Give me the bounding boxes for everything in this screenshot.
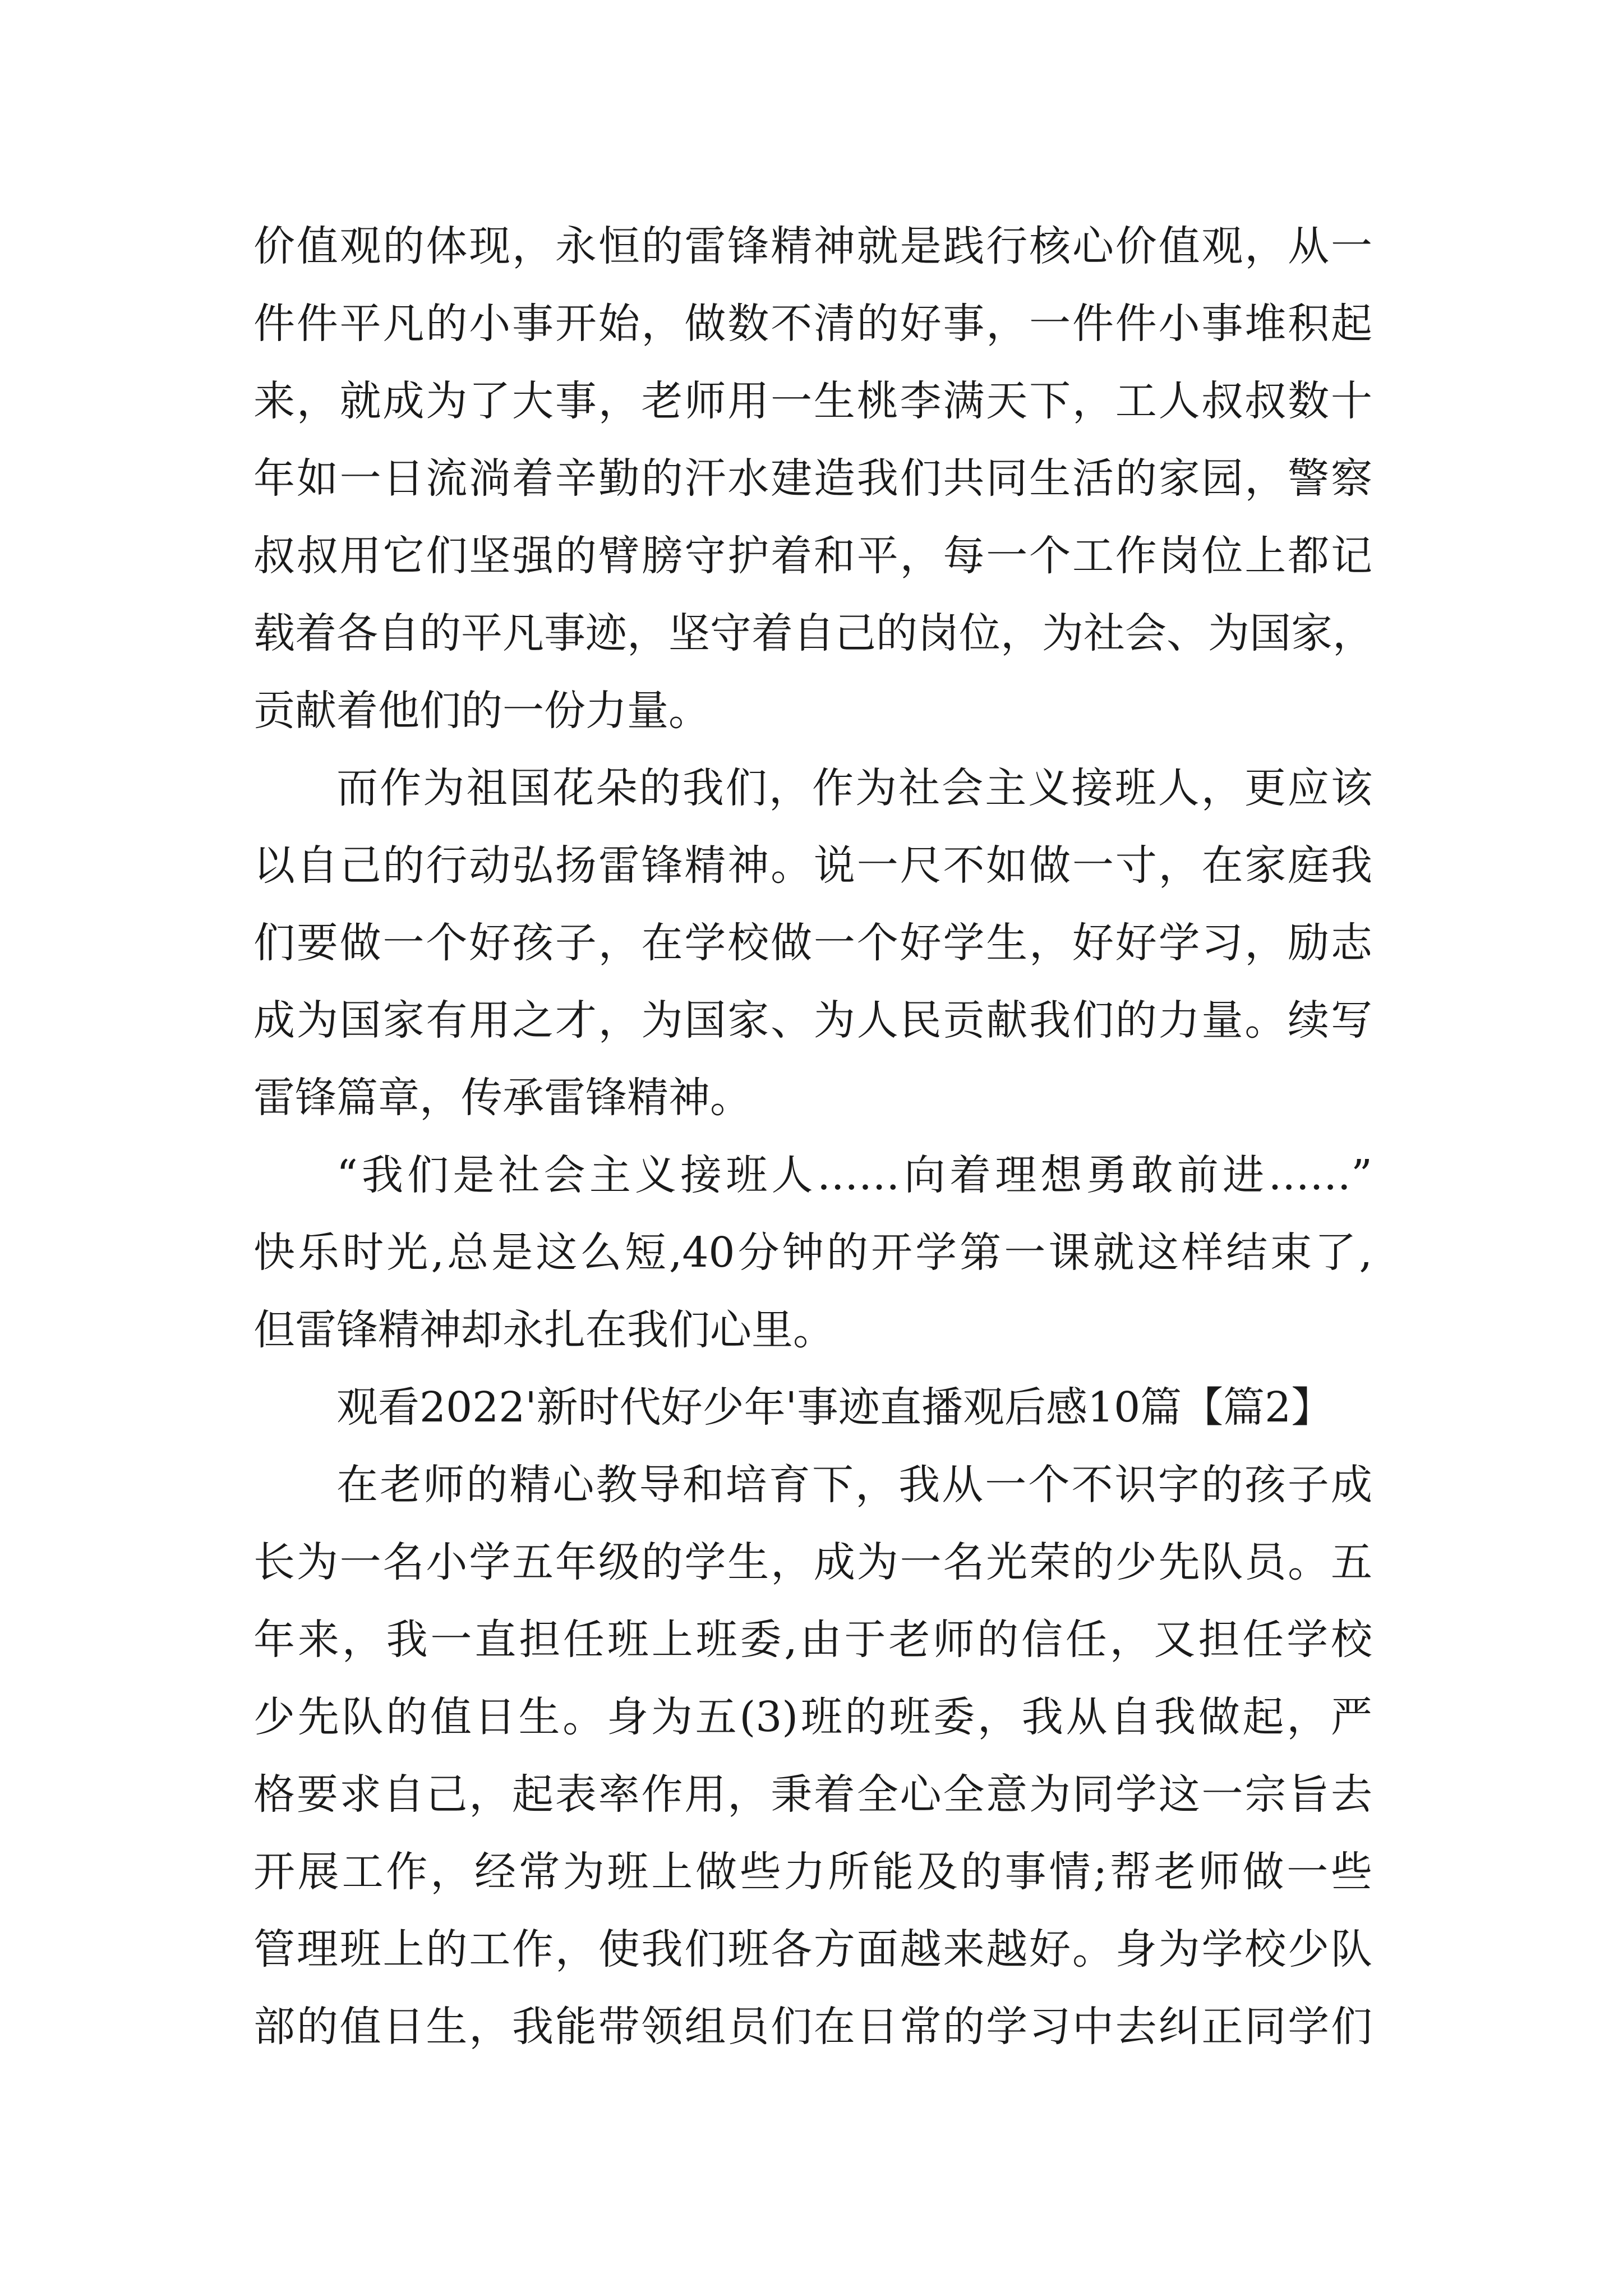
text-line: 载着各自的平凡事迹，坚守着自己的岗位，为社会、为国家， bbox=[253, 609, 1374, 657]
text-line: 来，就成为了大事，老师用一生桃李满天下，工人叔叔数十 bbox=[253, 377, 1372, 425]
document-body bbox=[253, 208, 1372, 2065]
text-line: 叔叔用它们坚强的臂膀守护着和平，每一个工作岗位上都记 bbox=[253, 532, 1372, 580]
paragraph-continuation bbox=[253, 208, 1372, 749]
text-line: 成为国家有用之才，为国家、为人民贡献我们的力量。续写 bbox=[253, 996, 1372, 1045]
paragraph bbox=[253, 1446, 1372, 2065]
text-line: 年如一日流淌着辛勤的汗水建造我们共同生活的家园，警察 bbox=[253, 454, 1372, 503]
text-line: 在老师的精心教导和培育下，我从一个不识字的孩子成 bbox=[336, 1461, 1372, 1509]
text-line: 年来，我一直担任班上班委,由于老师的信任，又担任学校 bbox=[253, 1616, 1372, 1664]
text-line: 们要做一个好孩子，在学校做一个好学生，好好学习，励志 bbox=[253, 919, 1372, 967]
text-line: 而作为祖国花朵的我们，作为社会主义接班人，更应该 bbox=[336, 764, 1372, 812]
text-line: “我们是社会主义接班人……向着理想勇敢前进……” bbox=[336, 1151, 1372, 1199]
text-line: 开展工作，经常为班上做些力所能及的事情;帮老师做一些 bbox=[253, 1848, 1372, 1896]
paragraph bbox=[253, 749, 1372, 1137]
text-line: 长为一名小学五年级的学生，成为一名光荣的少先队员。五 bbox=[253, 1538, 1372, 1586]
text-line: 管理班上的工作，使我们班各方面越来越好。身为学校少队 bbox=[253, 1925, 1372, 1973]
text-line: 部的值日生，我能带领组员们在日常的学习中去纠正同学们 bbox=[253, 2003, 1372, 2051]
paragraph bbox=[253, 1137, 1372, 1369]
heading-text: 观看2022'新时代好少年'事迹直播观后感10篇【篇2】 bbox=[336, 1383, 1333, 1432]
text-line: 雷锋篇章，传承雷锋精神。 bbox=[253, 1074, 751, 1122]
text-line: 件件平凡的小事开始，做数不清的好事，一件件小事堆积起 bbox=[253, 300, 1372, 348]
text-line: 少先队的值日生。身为五(3)班的班委，我从自我做起，严 bbox=[253, 1693, 1372, 1741]
text-line: 格要求自己，起表率作用，秉着全心全意为同学这一宗旨去 bbox=[253, 1770, 1372, 1819]
text-line: 贡献着他们的一份力量。 bbox=[253, 687, 710, 735]
text-line: 以自己的行动弘扬雷锋精神。说一尺不如做一寸，在家庭我 bbox=[253, 841, 1372, 890]
text-line: 价值观的体现，永恒的雷锋精神就是践行核心价值观，从一 bbox=[253, 222, 1372, 270]
text-line: 但雷锋精神却永扎在我们心里。 bbox=[253, 1306, 834, 1354]
text-line: 快乐时光,总是这么短,40分钟的开学第一课就这样结束了, bbox=[253, 1228, 1372, 1277]
section-heading bbox=[253, 1369, 1372, 1446]
